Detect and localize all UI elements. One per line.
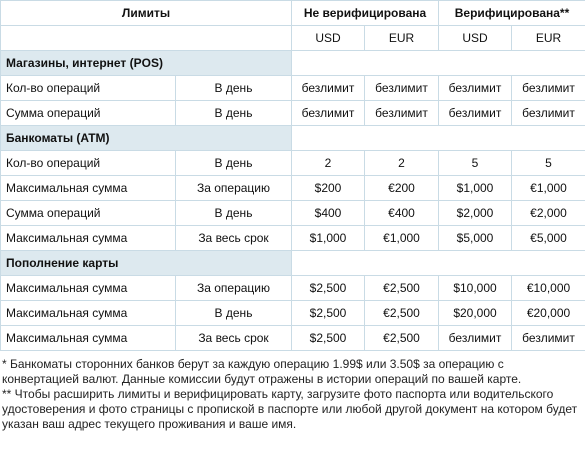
table-row (1, 76, 585, 101)
row-value: $2,500 (292, 301, 365, 326)
row-value: €20,000 (512, 301, 585, 326)
row-value: €2,500 (365, 276, 439, 301)
row-value: $1,000 (439, 176, 512, 201)
row-value: €2,500 (365, 326, 439, 351)
row-label: Кол-во операций (1, 76, 176, 101)
row-value: $2,500 (292, 276, 365, 301)
currency-unverified-eur: EUR (365, 26, 439, 51)
table-row (1, 301, 585, 326)
row-value: $5,000 (439, 226, 512, 251)
row-value: безлимит (439, 326, 512, 351)
row-value: $10,000 (439, 276, 512, 301)
row-period: В день (176, 151, 292, 176)
row-period: В день (176, 76, 292, 101)
section-blank (292, 126, 585, 151)
row-value: безлимит (439, 101, 512, 126)
currency-row-blank (1, 26, 292, 51)
row-period: За весь срок (176, 326, 292, 351)
currency-unverified-usd: USD (292, 26, 365, 51)
row-label: Максимальная сумма (1, 276, 176, 301)
header-limits: Лимиты (1, 1, 292, 26)
row-period: В день (176, 201, 292, 226)
row-value: 5 (439, 151, 512, 176)
row-label: Максимальная сумма (1, 176, 176, 201)
row-period: За операцию (176, 176, 292, 201)
row-value: $2,500 (292, 326, 365, 351)
header-verified: Верифицирована** (439, 1, 585, 26)
row-value: $200 (292, 176, 365, 201)
footnote-verification: ** Чтобы расширить лимиты и верифицировать карту, загрузите фото паспорта или водительского удостоверения и фото страницы с пропиской в паспорте или любой другой документ на котором будет указан ваш адрес текущего проживания и ваше имя. (2, 387, 578, 431)
row-value: €2,500 (365, 301, 439, 326)
row-value: безлимит (512, 76, 585, 101)
currency-row (1, 26, 585, 51)
section-row (1, 251, 585, 276)
table-row (1, 101, 585, 126)
row-label: Сумма операций (1, 201, 176, 226)
row-value: $2,000 (439, 201, 512, 226)
row-period: За операцию (176, 276, 292, 301)
section-title: Банкоматы (ATM) (1, 126, 292, 151)
row-value: €200 (365, 176, 439, 201)
table-row (1, 326, 585, 351)
row-value: безлимит (292, 76, 365, 101)
row-label: Сумма операций (1, 101, 176, 126)
row-value: €400 (365, 201, 439, 226)
section-blank (292, 51, 585, 76)
row-label: Максимальная сумма (1, 301, 176, 326)
table-header-row (1, 1, 585, 26)
table-row (1, 151, 585, 176)
row-value: €1,000 (365, 226, 439, 251)
row-label: Максимальная сумма (1, 226, 176, 251)
row-period: За весь срок (176, 226, 292, 251)
row-value: безлимит (365, 76, 439, 101)
row-period: В день (176, 301, 292, 326)
footnote-atm-fees: * Банкоматы сторонних банков берут за каждую операцию 1.99$ или 3.50$ за операцию с конвертацией валют. Данные комиссии будут отражены в истории операций по вашей карте. (2, 357, 522, 386)
header-unverified: Не верифицирована (292, 1, 439, 26)
row-value: 2 (365, 151, 439, 176)
row-value: безлимит (512, 101, 585, 126)
row-label: Кол-во операций (1, 151, 176, 176)
row-value: $1,000 (292, 226, 365, 251)
table-row (1, 276, 585, 301)
section-title: Пополнение карты (1, 251, 292, 276)
row-value: €1,000 (512, 176, 585, 201)
row-value: $400 (292, 201, 365, 226)
row-value: $20,000 (439, 301, 512, 326)
row-value: безлимит (439, 76, 512, 101)
row-value: безлимит (512, 326, 585, 351)
row-label: Максимальная сумма (1, 326, 176, 351)
row-value: 2 (292, 151, 365, 176)
table-row (1, 226, 585, 251)
row-value: безлимит (365, 101, 439, 126)
section-row (1, 126, 585, 151)
section-row (1, 51, 585, 76)
footnotes (0, 357, 585, 432)
row-value: €2,000 (512, 201, 585, 226)
table-row (1, 176, 585, 201)
section-title: Магазины, интернет (POS) (1, 51, 292, 76)
row-value: €10,000 (512, 276, 585, 301)
row-value: 5 (512, 151, 585, 176)
currency-verified-eur: EUR (512, 26, 585, 51)
row-value: безлимит (292, 101, 365, 126)
section-blank (292, 251, 585, 276)
row-period: В день (176, 101, 292, 126)
row-value: €5,000 (512, 226, 585, 251)
currency-verified-usd: USD (439, 26, 512, 51)
table-row (1, 201, 585, 226)
